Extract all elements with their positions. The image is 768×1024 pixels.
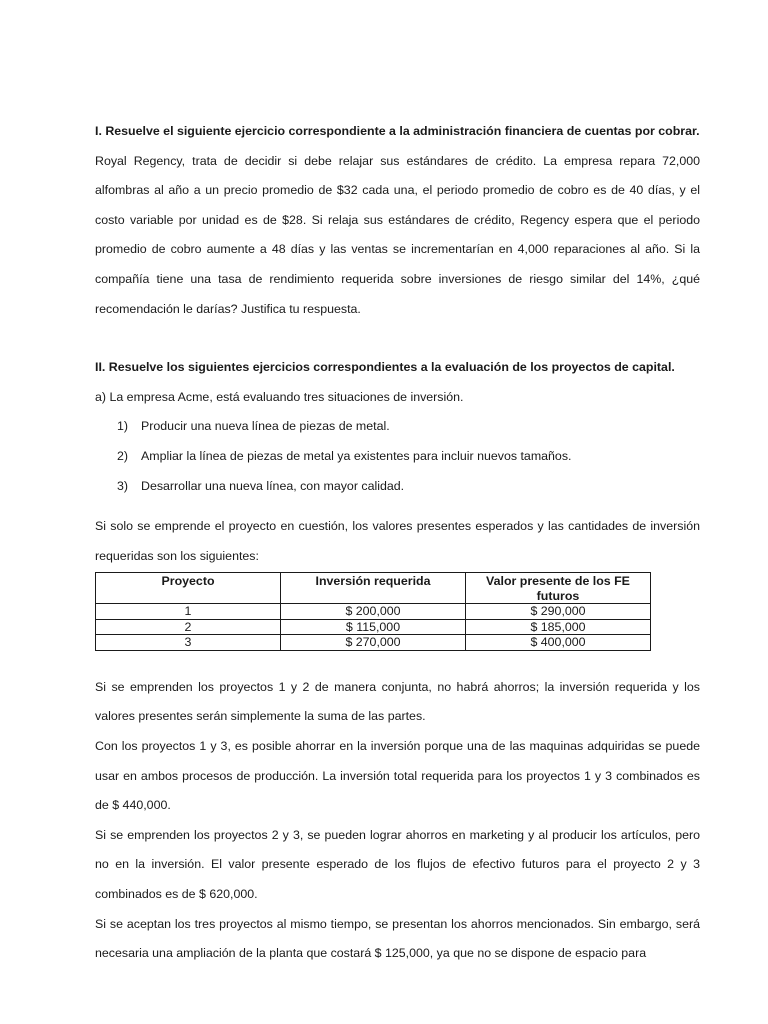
table-cell: 3 — [96, 635, 281, 651]
list-item-text: Producir una nueva línea de piezas de metal. — [141, 419, 390, 434]
document-page — [95, 117, 700, 969]
table-header-cell: Valor presente de los FE futuros — [466, 573, 651, 604]
table-cell: $ 115,000 — [281, 619, 466, 635]
list-item — [95, 442, 700, 472]
table-cell: 2 — [96, 619, 281, 635]
table-header-cell: Proyecto — [96, 573, 281, 604]
list-item-text: Desarrollar una nueva línea, con mayor calidad. — [141, 478, 405, 493]
table-row — [96, 619, 651, 635]
paragraph-projects-1-3: Con los proyectos 1 y 3, es posible ahorrar en la inversión porque una de las maquinas adquiridas se puede usar en ambos procesos de producción. La inversión total requerida para los proyectos 1 y 3 combinados es de $ 440,000. — [95, 739, 700, 813]
table-cell: $ 185,000 — [466, 619, 651, 635]
paragraph-projects-2-3: Si se emprenden los proyectos 2 y 3, se pueden lograr ahorros en marketing y al producir los artículos, pero no en la inversión. El valor presente esperado de los flujos de efectivo futuros para el proyecto 2 y 3 combinados es de $ 620,000. — [95, 827, 700, 901]
list-item — [95, 412, 700, 442]
investment-options-list — [95, 412, 700, 501]
section-1-heading: I. Resuelve el siguiente ejercicio correspondiente a la administración financiera de cuentas por cobrar. — [95, 124, 700, 138]
list-item-number: 2) — [117, 448, 129, 463]
paragraph-all-projects: Si se aceptan los tres proyectos al mismo tiempo, se presentan los ahorros mencionados. Sin embargo, será necesaria una ampliación de la planta que costará $ 125,000, ya que no se dispone de espacio para — [95, 916, 700, 961]
table-cell: 1 — [96, 604, 281, 620]
section-1-paragraph: Royal Regency, trata de decidir si debe relajar sus estándares de crédito. La empresa repara 72,000 alfombras al año a un precio promedio de $32 cada una, el periodo promedio de cobro es de 40 días, y el costo variable por unidad es de $28. Si relaja sus estándares de crédito, Regency espera que el periodo promedio de cobro aumente a 48 días y las ventas se incrementarían en 4,000 reparaciones al año. Si la compañía tiene una tasa de rendimiento requerida sobre inversiones de riesgo similar del 14%, ¿qué recomendación le darías? Justifica tu respuesta. — [95, 153, 700, 316]
table-cell: $ 400,000 — [466, 635, 651, 651]
section-2-heading: II. Resuelve los siguientes ejercicios correspondientes a la evaluación de los proyectos de capital. — [95, 360, 675, 375]
table-cell: $ 200,000 — [281, 604, 466, 620]
spacer — [95, 501, 700, 512]
list-item — [95, 472, 700, 502]
spacer — [95, 324, 700, 353]
table-row — [96, 635, 651, 651]
table-cell: $ 270,000 — [281, 635, 466, 651]
table-header-cell: Inversión requerida — [281, 573, 466, 604]
table-header-row — [96, 573, 651, 604]
paragraph-projects-1-2: Si se emprenden los proyectos 1 y 2 de manera conjunta, no habrá ahorros; la inversión requerida y los valores presentes serán simplemente la suma de las partes. — [95, 679, 700, 724]
list-item-text: Ampliar la línea de piezas de metal ya existentes para incluir nuevos tamaños. — [141, 448, 572, 463]
projects-table — [95, 572, 651, 651]
spacer — [95, 651, 700, 673]
pre-table-paragraph: Si solo se emprende el proyecto en cuestión, los valores presentes esperados y las cantidades de inversión requeridas son los siguientes: — [95, 519, 700, 563]
section-2-intro: a) La empresa Acme, está evaluando tres situaciones de inversión. — [95, 389, 464, 404]
list-item-number: 3) — [117, 478, 129, 493]
table-row — [96, 604, 651, 620]
list-item-number: 1) — [117, 419, 129, 434]
table-cell: $ 290,000 — [466, 604, 651, 620]
